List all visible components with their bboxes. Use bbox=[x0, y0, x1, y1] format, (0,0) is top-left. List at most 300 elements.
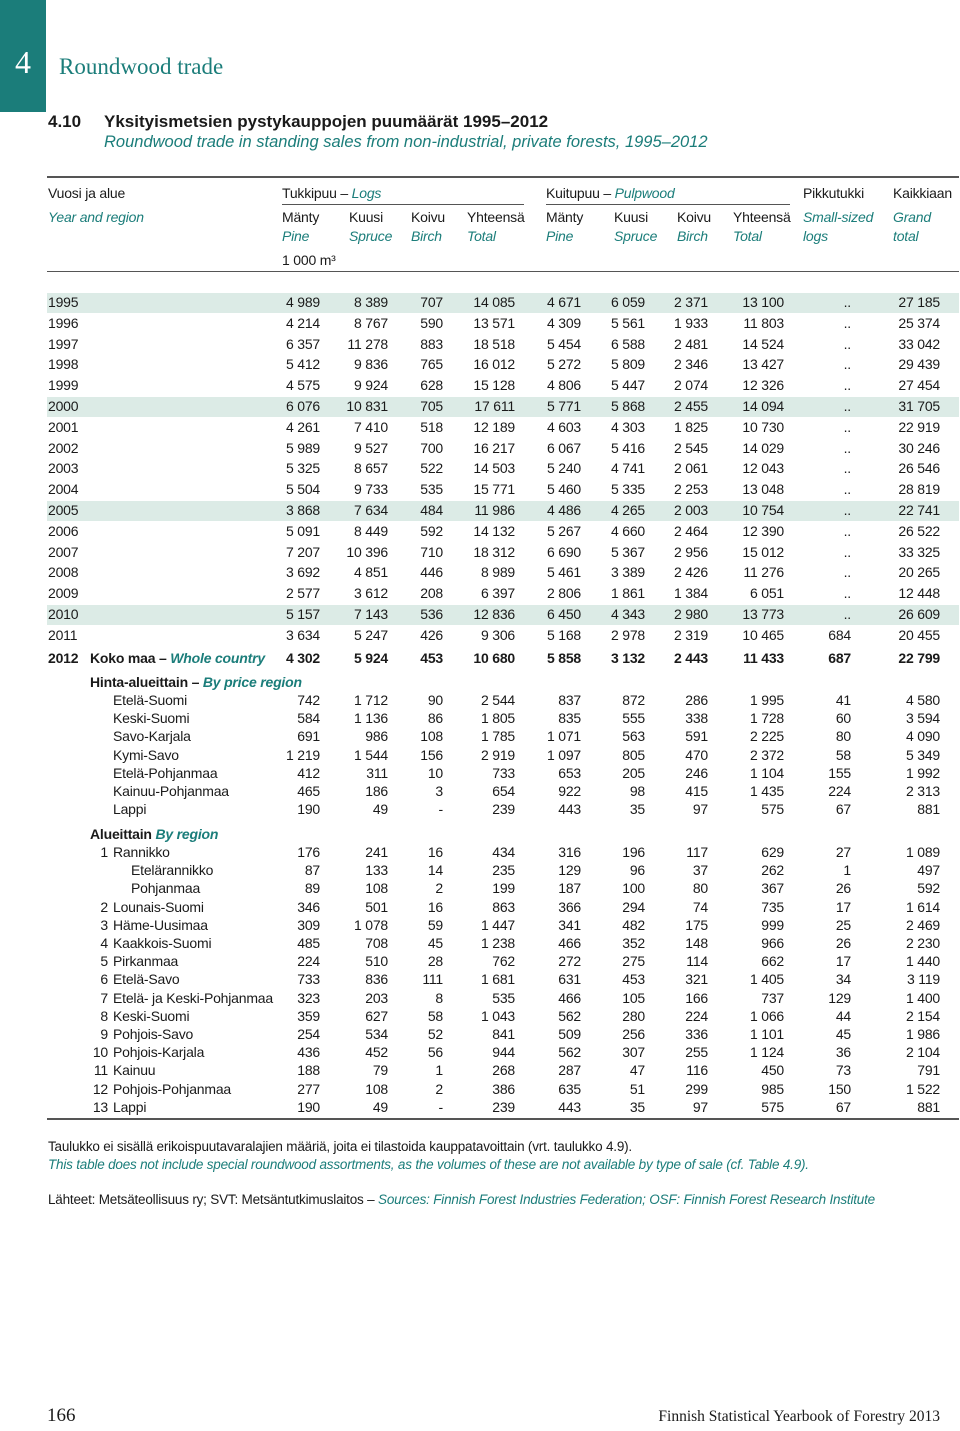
table-cell: 22 919 bbox=[898, 418, 940, 435]
table-cell: 4 806 bbox=[546, 377, 581, 394]
year-label: 2000 bbox=[48, 398, 79, 414]
small-logs-header-en: Small-sized bbox=[803, 209, 874, 225]
table-cell: 8 449 bbox=[353, 522, 388, 539]
table-cell: 56 bbox=[427, 1044, 443, 1061]
table-cell: 1 078 bbox=[353, 916, 388, 933]
table-cell: 97 bbox=[692, 801, 708, 818]
table-cell: 453 bbox=[420, 650, 443, 666]
table-cell: 7 143 bbox=[353, 606, 388, 622]
table-cell: 10 680 bbox=[473, 650, 515, 666]
table-cell: 2 544 bbox=[480, 692, 515, 708]
column-header-en: Birch bbox=[677, 228, 708, 244]
table-cell: 10 bbox=[427, 764, 443, 781]
table-cell: 562 bbox=[558, 1044, 581, 1061]
column-header-fi: Yhteensä bbox=[467, 209, 525, 225]
table-cell: 51 bbox=[629, 1080, 645, 1097]
table-cell: 15 771 bbox=[473, 481, 515, 498]
table-cell: 5 924 bbox=[353, 650, 388, 666]
region-number: 3 bbox=[100, 916, 108, 933]
region-name: Kaakkois-Suomi bbox=[113, 935, 212, 951]
table-cell: 443 bbox=[558, 1098, 581, 1115]
region-number: 5 bbox=[100, 953, 108, 970]
table-cell: 1 995 bbox=[749, 692, 784, 708]
table-cell: 497 bbox=[917, 862, 940, 879]
table-cell: 985 bbox=[761, 1080, 784, 1097]
region-name: Rannikko bbox=[113, 844, 170, 860]
table-cell: 15 012 bbox=[742, 543, 784, 560]
table-cell: 60 bbox=[835, 710, 851, 727]
table-cell: 836 bbox=[365, 971, 388, 988]
table-cell: 4 090 bbox=[905, 728, 940, 745]
table-cell: 4 580 bbox=[905, 692, 940, 708]
table-cell: 2 426 bbox=[673, 564, 708, 581]
table-cell: 7 207 bbox=[285, 543, 320, 560]
table-cell: 26 522 bbox=[898, 522, 940, 539]
table-cell: 2 372 bbox=[749, 746, 784, 763]
table-cell: 592 bbox=[917, 880, 940, 897]
table-cell: 2 919 bbox=[480, 746, 515, 763]
region-number: 12 bbox=[92, 1080, 108, 1097]
table-cell: 5 335 bbox=[610, 481, 645, 498]
table-cell: 5 447 bbox=[610, 377, 645, 394]
table-cell: 129 bbox=[558, 862, 581, 879]
region-number: 4 bbox=[100, 935, 108, 951]
table-cell: 590 bbox=[420, 314, 443, 331]
table-cell: 10 831 bbox=[346, 398, 388, 414]
table-cell: 1 384 bbox=[673, 585, 708, 602]
region-name: Pohjois-Karjala bbox=[113, 1044, 205, 1061]
table-cell: 4 671 bbox=[546, 294, 581, 310]
table-cell: 966 bbox=[761, 935, 784, 951]
table-cell: 352 bbox=[622, 935, 645, 951]
table-cell: 156 bbox=[420, 746, 443, 763]
table-cell: 5 868 bbox=[610, 398, 645, 414]
table-cell: 150 bbox=[828, 1080, 851, 1097]
table-cell: 2 956 bbox=[673, 543, 708, 560]
table-cell: 26 bbox=[835, 880, 851, 897]
table-cell: 628 bbox=[420, 377, 443, 394]
table-cell: 742 bbox=[297, 692, 320, 708]
price-region-name: Keski-Suomi bbox=[113, 710, 190, 727]
table-cell: 562 bbox=[558, 1007, 581, 1024]
table-cell: 58 bbox=[427, 1007, 443, 1024]
table-cell: 555 bbox=[622, 710, 645, 727]
table-cell: - bbox=[438, 801, 443, 818]
pulpwood-group-header bbox=[546, 184, 675, 202]
table-cell: 1 440 bbox=[905, 953, 940, 970]
table-cell: 1 089 bbox=[905, 844, 940, 860]
region-number: 10 bbox=[92, 1044, 108, 1061]
region-name: Lappi bbox=[113, 1098, 147, 1115]
table-cell: 5 091 bbox=[285, 522, 320, 539]
table-cell: 35 bbox=[629, 801, 645, 818]
table-cell: 465 bbox=[297, 783, 320, 799]
table-cell: 584 bbox=[297, 710, 320, 727]
table-cell: 765 bbox=[420, 356, 443, 373]
table-cell: 5 247 bbox=[353, 626, 388, 643]
pulpwood-en: Pulpwood bbox=[614, 185, 675, 201]
row-header-en: Year and region bbox=[48, 209, 144, 225]
table-cell: 37 bbox=[692, 862, 708, 879]
table-cell: 100 bbox=[622, 880, 645, 897]
table-cell: 510 bbox=[365, 953, 388, 970]
table-cell: 14 094 bbox=[742, 398, 784, 414]
table-cell: 4 343 bbox=[610, 606, 645, 622]
table-cell: 591 bbox=[685, 728, 708, 745]
year-label: 1995 bbox=[48, 294, 79, 310]
table-cell: 108 bbox=[365, 880, 388, 897]
table-cell: 1 435 bbox=[749, 783, 784, 799]
year-label: 1999 bbox=[48, 377, 79, 394]
table-cell: 280 bbox=[622, 1007, 645, 1024]
table-cell: 16 bbox=[427, 844, 443, 860]
table-cell: 323 bbox=[297, 989, 320, 1006]
table-cell: 25 bbox=[835, 916, 851, 933]
table-cell: 18 312 bbox=[473, 543, 515, 560]
table-cell: 3 594 bbox=[905, 710, 940, 727]
table-cell: 224 bbox=[685, 1007, 708, 1024]
table-cell: 1 238 bbox=[480, 935, 515, 951]
table-cell: 2 bbox=[435, 1080, 443, 1097]
table-cell: 239 bbox=[492, 1098, 515, 1115]
table-cell: 881 bbox=[917, 1098, 940, 1115]
price-region-name: Kymi-Savo bbox=[113, 746, 179, 763]
table-cell: 534 bbox=[365, 1026, 388, 1042]
table-cell: 111 bbox=[422, 971, 443, 988]
table-cell: 246 bbox=[685, 764, 708, 781]
table-cell: 436 bbox=[297, 1044, 320, 1061]
table-cell: 28 819 bbox=[898, 481, 940, 498]
table-cell: 13 773 bbox=[742, 606, 784, 622]
table-cell: 14 bbox=[427, 862, 443, 879]
table-cell: 535 bbox=[492, 989, 515, 1006]
table-cell: 592 bbox=[420, 522, 443, 539]
table-cell: 27 454 bbox=[898, 377, 940, 394]
table-cell: .. bbox=[843, 564, 851, 581]
table-cell: 1 805 bbox=[480, 710, 515, 727]
table-cell: 518 bbox=[420, 418, 443, 435]
region-number: 8 bbox=[100, 1007, 108, 1024]
table-cell: 67 bbox=[835, 801, 851, 818]
table-cell: 203 bbox=[365, 989, 388, 1006]
table-cell: 575 bbox=[761, 1098, 784, 1115]
region-name: Pohjanmaa bbox=[131, 880, 201, 897]
table-cell: 190 bbox=[297, 1098, 320, 1115]
table-cell: 2 455 bbox=[673, 398, 708, 414]
table-cell: 986 bbox=[365, 728, 388, 745]
region-number: 11 bbox=[93, 1062, 108, 1079]
year-label: 2002 bbox=[48, 439, 79, 456]
year-label: 2011 bbox=[48, 626, 78, 643]
table-cell: 1 986 bbox=[905, 1026, 940, 1042]
table-cell: 3 389 bbox=[610, 564, 645, 581]
region-name: Etelärannikko bbox=[131, 862, 214, 879]
table-cell: 262 bbox=[761, 862, 784, 879]
table-cell: 26 546 bbox=[898, 460, 940, 477]
table-cell: 9 733 bbox=[353, 481, 388, 498]
table-cell: .. bbox=[843, 418, 851, 435]
table-cell: 12 189 bbox=[473, 418, 515, 435]
table-cell: 199 bbox=[492, 880, 515, 897]
table-cell: 1 544 bbox=[353, 746, 388, 763]
table-cell: 4 214 bbox=[285, 314, 320, 331]
table-cell: 9 924 bbox=[353, 377, 388, 394]
table-cell: 835 bbox=[558, 710, 581, 727]
table-cell: 8 389 bbox=[353, 294, 388, 310]
table-cell: 1 219 bbox=[285, 746, 320, 763]
table-cell: 4 261 bbox=[285, 418, 320, 435]
region-name: Kainuu bbox=[113, 1062, 156, 1079]
table-cell: .. bbox=[843, 439, 851, 456]
table-cell: 31 705 bbox=[898, 398, 940, 414]
table-cell: 311 bbox=[366, 764, 388, 781]
table-cell: 629 bbox=[761, 844, 784, 860]
table-cell: 5 349 bbox=[905, 746, 940, 763]
table-cell: 14 132 bbox=[473, 522, 515, 539]
table-cell: 653 bbox=[558, 764, 581, 781]
table-cell: 2 253 bbox=[673, 481, 708, 498]
table-cell: 3 612 bbox=[353, 585, 388, 602]
table-cell: .. bbox=[843, 481, 851, 498]
table-cell: 98 bbox=[629, 783, 645, 799]
table-cell: 96 bbox=[629, 862, 645, 879]
table-cell: 5 561 bbox=[610, 314, 645, 331]
table-cell: 4 851 bbox=[353, 564, 388, 581]
table-cell: 4 741 bbox=[610, 460, 645, 477]
logs-en: Logs bbox=[351, 185, 382, 201]
table-cell: 2 104 bbox=[905, 1044, 940, 1061]
table-title-fi: Yksityismetsien pystykauppojen puumäärät 1995–2012 bbox=[104, 112, 549, 131]
table-cell: 563 bbox=[622, 728, 645, 745]
table-cell: 1 043 bbox=[480, 1007, 515, 1024]
table-cell: 1 992 bbox=[905, 764, 940, 781]
table-cell: 105 bbox=[622, 989, 645, 1006]
table-cell: 6 067 bbox=[546, 439, 581, 456]
price-region-name: Kainuu-Pohjanmaa bbox=[113, 783, 229, 799]
table-cell: 13 048 bbox=[742, 481, 784, 498]
table-cell: 190 bbox=[297, 801, 320, 818]
table-cell: 922 bbox=[558, 783, 581, 799]
table-number: 4.10 bbox=[48, 112, 82, 131]
table-cell: 5 504 bbox=[285, 481, 320, 498]
table-cell: .. bbox=[843, 398, 851, 414]
year-label: 2005 bbox=[48, 502, 79, 518]
table-cell: 662 bbox=[761, 953, 784, 970]
table-cell: 434 bbox=[492, 844, 515, 860]
sources-fi: Lähteet: Metsäteollisuus ry; SVT: Metsäntutkimuslaitos – bbox=[48, 1192, 379, 1207]
table-cell: 733 bbox=[492, 764, 515, 781]
table-cell: 1 861 bbox=[610, 585, 645, 602]
table-cell: 187 bbox=[558, 880, 581, 897]
table-cell: 2 980 bbox=[673, 606, 708, 622]
table-cell: 452 bbox=[365, 1044, 388, 1061]
table-cell: 872 bbox=[622, 692, 645, 708]
table-cell: 11 278 bbox=[347, 335, 388, 352]
table-cell: 108 bbox=[365, 1080, 388, 1097]
table-cell: 4 603 bbox=[546, 418, 581, 435]
table-cell: 86 bbox=[427, 710, 443, 727]
region-name: Lounais-Suomi bbox=[113, 898, 204, 915]
table-cell: .. bbox=[843, 585, 851, 602]
table-cell: 2 371 bbox=[673, 294, 708, 310]
table-cell: 881 bbox=[917, 801, 940, 818]
table-cell: 27 185 bbox=[898, 294, 940, 310]
table-top-rule bbox=[47, 176, 959, 178]
table-cell: 1 066 bbox=[749, 1007, 784, 1024]
price-region-heading bbox=[90, 673, 302, 691]
sources bbox=[48, 1192, 875, 1207]
table-cell: 805 bbox=[622, 746, 645, 763]
table-cell: 8 657 bbox=[353, 460, 388, 477]
table-cell: 129 bbox=[828, 989, 851, 1006]
table-cell: 2 313 bbox=[905, 783, 940, 799]
table-cell: 737 bbox=[761, 989, 784, 1006]
table-cell: 5 989 bbox=[285, 439, 320, 456]
table-cell: 10 730 bbox=[742, 418, 784, 435]
table-cell: 4 486 bbox=[546, 502, 581, 518]
table-cell: 7 410 bbox=[353, 418, 388, 435]
year-label: 1997 bbox=[48, 335, 79, 352]
table-cell: 10 396 bbox=[346, 543, 388, 560]
year-label: 2009 bbox=[48, 585, 79, 602]
table-cell: 4 265 bbox=[610, 502, 645, 518]
table-cell: 44 bbox=[835, 1007, 851, 1024]
table-cell: 5 416 bbox=[610, 439, 645, 456]
grand-total-header-fi: Kaikkiaan bbox=[893, 185, 952, 201]
table-cell: 58 bbox=[835, 746, 851, 763]
table-cell: 4 660 bbox=[610, 522, 645, 539]
table-cell: 5 325 bbox=[285, 460, 320, 477]
table-cell: 482 bbox=[622, 916, 645, 933]
table-title-en: Roundwood trade in standing sales from non-industrial, private forests, 1995–2012 bbox=[104, 133, 708, 151]
region-fi: Alueittain bbox=[90, 826, 156, 842]
table-cell: 33 325 bbox=[898, 543, 940, 560]
table-cell: 2 481 bbox=[673, 335, 708, 352]
table-cell: 186 bbox=[365, 783, 388, 799]
table-cell: 1 400 bbox=[905, 989, 940, 1006]
table-cell: 999 bbox=[761, 916, 784, 933]
table-cell: 6 397 bbox=[480, 585, 515, 602]
year-label: 2007 bbox=[48, 543, 79, 560]
table-cell: 863 bbox=[492, 898, 515, 915]
table-cell: 268 bbox=[492, 1062, 515, 1079]
price-region-name: Lappi bbox=[113, 801, 147, 818]
table-cell: 6 076 bbox=[285, 398, 320, 414]
table-cell: 1 104 bbox=[749, 764, 784, 781]
table-cell: - bbox=[438, 1098, 443, 1115]
table-cell: 1 447 bbox=[480, 916, 515, 933]
table-cell: 338 bbox=[685, 710, 708, 727]
table-cell: 1 825 bbox=[673, 418, 708, 435]
table-cell: 275 bbox=[622, 953, 645, 970]
table-cell: .. bbox=[843, 522, 851, 539]
year-label: 2008 bbox=[48, 564, 79, 581]
column-header-en: Pine bbox=[282, 228, 310, 244]
table-cell: 33 042 bbox=[898, 335, 940, 352]
table-cell: 34 bbox=[835, 971, 851, 988]
table-cell: 79 bbox=[372, 1062, 388, 1079]
table-cell: 59 bbox=[427, 916, 443, 933]
table-cell: 4 575 bbox=[285, 377, 320, 394]
table-cell: 22 799 bbox=[898, 650, 940, 666]
table-cell: 5 272 bbox=[546, 356, 581, 373]
table-cell: 1 614 bbox=[905, 898, 940, 915]
table-cell: 536 bbox=[420, 606, 443, 622]
table-cell: 466 bbox=[558, 989, 581, 1006]
table-cell: 108 bbox=[420, 728, 443, 745]
column-header-fi: Koivu bbox=[411, 209, 446, 225]
table-cell: 5 240 bbox=[546, 460, 581, 477]
table-cell: .. bbox=[843, 502, 851, 518]
table-cell: .. bbox=[843, 543, 851, 560]
table-cell: 11 986 bbox=[474, 502, 515, 518]
table-cell: .. bbox=[843, 356, 851, 373]
year-label: 2010 bbox=[48, 606, 79, 622]
table-cell: 687 bbox=[828, 650, 851, 666]
table-cell: 316 bbox=[558, 844, 581, 860]
table-cell: 28 bbox=[427, 953, 443, 970]
table-cell: 735 bbox=[761, 898, 784, 915]
table-cell: 205 bbox=[622, 764, 645, 781]
table-cell: 5 461 bbox=[546, 564, 581, 581]
table-cell: 1 101 bbox=[749, 1026, 784, 1042]
table-cell: 6 588 bbox=[610, 335, 645, 352]
table-cell: 2 230 bbox=[905, 935, 940, 951]
table-cell: 8 989 bbox=[480, 564, 515, 581]
table-cell: 883 bbox=[420, 335, 443, 352]
column-header-en: Pine bbox=[546, 228, 574, 244]
table-cell: 117 bbox=[686, 844, 708, 860]
table-title bbox=[48, 112, 548, 132]
table-cell: 386 bbox=[492, 1080, 515, 1097]
year-label: 2004 bbox=[48, 481, 79, 498]
table-cell: 277 bbox=[297, 1080, 320, 1097]
small-logs-header-fi: Pikkutukki bbox=[803, 185, 865, 201]
table-cell: 443 bbox=[558, 801, 581, 818]
table-cell: 4 303 bbox=[610, 418, 645, 435]
table-cell: 412 bbox=[297, 764, 320, 781]
table-cell: 14 029 bbox=[742, 439, 784, 456]
year-label: 1996 bbox=[48, 314, 79, 331]
table-cell: 341 bbox=[558, 916, 581, 933]
table-cell: 239 bbox=[492, 801, 515, 818]
table-cell: 762 bbox=[492, 953, 515, 970]
chapter-number: 4 bbox=[15, 44, 31, 80]
table-cell: 791 bbox=[917, 1062, 940, 1079]
table-cell: .. bbox=[843, 460, 851, 477]
table-cell: 453 bbox=[622, 971, 645, 988]
column-header-en: Spruce bbox=[614, 228, 658, 244]
grand-total-header-en2: total bbox=[893, 228, 919, 244]
table-cell: 359 bbox=[297, 1007, 320, 1024]
table-cell: 691 bbox=[297, 728, 320, 745]
table-cell: 2 443 bbox=[673, 650, 708, 666]
table-cell: 2 319 bbox=[673, 626, 708, 643]
table-cell: 74 bbox=[692, 898, 708, 915]
chapter-title: Roundwood trade bbox=[59, 54, 224, 79]
table-cell: 5 412 bbox=[285, 356, 320, 373]
table-cell: 4 989 bbox=[285, 294, 320, 310]
table-cell: 224 bbox=[828, 783, 851, 799]
pulpwood-fi: Kuitupuu – bbox=[546, 185, 615, 201]
region-number: 7 bbox=[100, 989, 108, 1006]
table-cell: 5 168 bbox=[546, 626, 581, 643]
grand-total-header-en: Grand bbox=[893, 209, 931, 225]
table-cell: 535 bbox=[420, 481, 443, 498]
table-cell: 235 bbox=[492, 862, 515, 879]
region-name: Pohjois-Pohjanmaa bbox=[113, 1080, 232, 1097]
price-region-name: Etelä-Suomi bbox=[113, 692, 188, 708]
